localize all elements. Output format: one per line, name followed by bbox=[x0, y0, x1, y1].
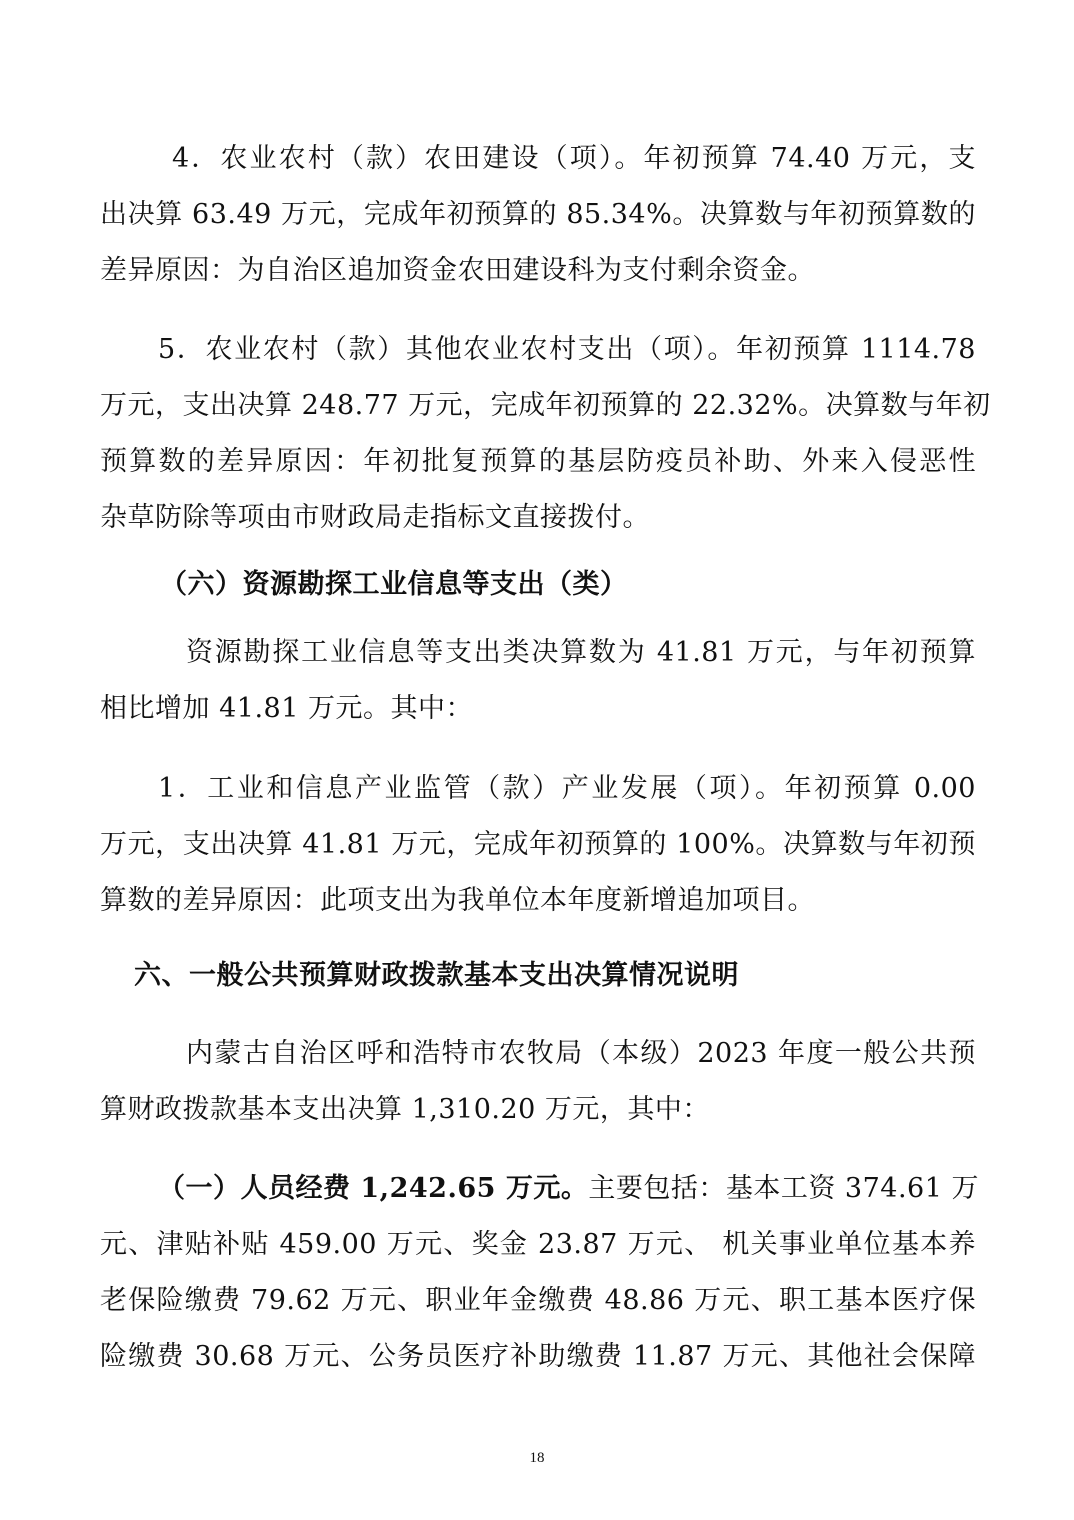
paragraph-3-line-1: 资源勘探工业信息等支出类决算数为 41.81 万元，与年初预算 bbox=[186, 637, 976, 668]
paragraph-5-line-2: 算财政拨款基本支出决算 1,310.20 万元，其中： bbox=[100, 1094, 710, 1125]
paragraph-4-line-1: 1．工业和信息产业监管（款）产业发展（项）。年初预算 0.00 bbox=[158, 773, 976, 804]
paragraph-6-line-2: 元、津贴补贴 459.00 万元、奖金 23.87 万元、 机关事业单位基本养 bbox=[100, 1229, 976, 1260]
paragraph-1-line-1: 4．农业农村（款）农田建设（项）。年初预算 74.40 万元，支 bbox=[172, 143, 976, 174]
paragraph-2-line-4: 杂草防除等项由市财政局走指标文直接拨付。 bbox=[100, 502, 650, 533]
page-number: 18 bbox=[529, 1450, 545, 1466]
paragraph-6-line-1 bbox=[158, 1170, 979, 1208]
personnel-expense-lead: （一）人员经费 1,242.65 万元。 bbox=[158, 1173, 589, 1204]
paragraph-6-line-4: 险缴费 30.68 万元、公务员医疗补助缴费 11.87 万元、其他社会保障 bbox=[100, 1341, 976, 1372]
personnel-expense-detail: 主要包括：基本工资 374.61 万 bbox=[588, 1173, 979, 1204]
paragraph-1-line-2: 出决算 63.49 万元，完成年初预算的 85.34%。决算数与年初预算数的 bbox=[100, 199, 976, 230]
paragraph-4-line-2: 万元，支出决算 41.81 万元，完成年初预算的 100%。决算数与年初预 bbox=[100, 829, 976, 860]
paragraph-4-line-3: 算数的差异原因：此项支出为我单位本年度新增追加项目。 bbox=[100, 885, 815, 916]
paragraph-5-line-1: 内蒙古自治区呼和浩特市农牧局（本级）2023 年度一般公共预 bbox=[186, 1038, 976, 1069]
paragraph-2-line-2: 万元，支出决算 248.77 万元，完成年初预算的 22.32%。决算数与年初 bbox=[100, 390, 991, 421]
chapter-heading-6: 六、一般公共预算财政拨款基本支出决算情况说明 bbox=[134, 960, 739, 991]
paragraph-2-line-1: 5．农业农村（款）其他农业农村支出（项）。年初预算 1114.78 bbox=[158, 334, 976, 365]
paragraph-2-line-3: 预算数的差异原因：年初批复预算的基层防疫员补助、外来入侵恶性 bbox=[100, 446, 976, 477]
paragraph-3-line-2: 相比增加 41.81 万元。其中： bbox=[100, 693, 473, 724]
paragraph-6-line-3: 老保险缴费 79.62 万元、职业年金缴费 48.86 万元、职工基本医疗保 bbox=[100, 1285, 976, 1316]
paragraph-1-line-3: 差异原因：为自治区追加资金农田建设科为支付剩余资金。 bbox=[100, 255, 815, 286]
section-heading-6: （六）资源勘探工业信息等支出（类） bbox=[160, 569, 628, 600]
